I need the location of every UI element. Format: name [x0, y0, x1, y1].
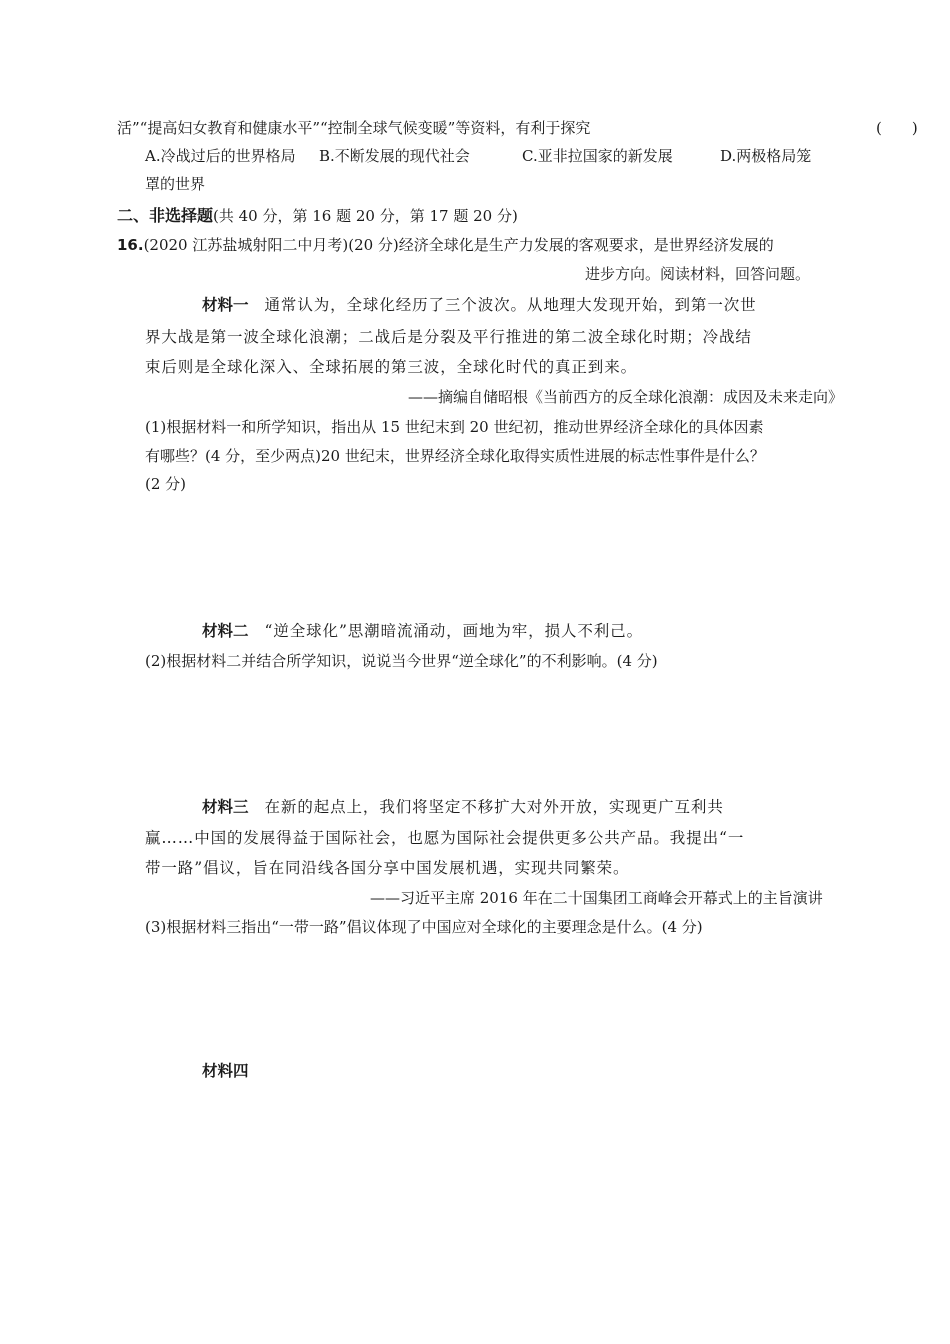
material4-label: 材料四: [202, 1062, 249, 1080]
question-number: 16.: [117, 236, 144, 254]
option-d-continued: 罩的世界: [145, 175, 206, 193]
section-title: 二、非选择题: [117, 206, 214, 225]
material1-label: 材料一: [202, 296, 249, 314]
material3-label: 材料三: [202, 798, 249, 816]
material1-line2: 界大战是第一波全球化浪潮；二战后是分裂及平行推进的第二波全球化时期；冷战结: [145, 328, 752, 346]
material2-text: “逆全球化”思潮暗流涌动，画地为牢，损人不利己。: [264, 622, 643, 640]
sub-question-1-line1: (1)根据材料一和所学知识，指出从 15 世纪末到 20 世纪初，推动世界经济全球化的具体因素: [145, 418, 764, 436]
q16-intro-line1: [117, 234, 774, 255]
sub-question-1-line2: 有哪些？(4 分，至少两点)20 世纪末，世界经济全球化取得实质性进展的标志性事件是什么？: [145, 447, 765, 465]
answer-parentheses: ( ): [876, 119, 918, 137]
material3-source: ——习近平主席 2016 年在二十国集团工商峰会开幕式上的主旨演讲: [370, 889, 823, 907]
sub-question-1-line3: (2 分): [145, 475, 187, 493]
section-note: (共 40 分，第 16 题 20 分，第 17 题 20 分): [213, 207, 518, 225]
material2-label: 材料二: [202, 622, 249, 640]
option-b: B.不断发展的现代社会: [319, 147, 470, 165]
material4-line: [202, 1059, 265, 1081]
material2-line: [202, 619, 643, 641]
option-c: C.亚非拉国家的新发展: [522, 147, 673, 165]
material1-source: ——摘编自储昭根《当前西方的反全球化浪潮：成因及未来走向》: [408, 388, 844, 406]
material3-line3: 带一路”倡议，旨在同沿线各国分享中国发展机遇，实现共同繁荣。: [145, 859, 630, 877]
sub-question-3: (3)根据材料三指出“一带一路”倡议体现了中国应对全球化的主要理念是什么。(4 分): [145, 918, 703, 936]
material1-line1: [202, 293, 757, 315]
material1-line3: 束后则是全球化深入、全球拓展的第三波，全球化时代的真正到来。: [145, 358, 638, 376]
section-heading: [117, 203, 518, 226]
material3-line1: [202, 795, 724, 817]
material1-text: 通常认为，全球化经历了三个波次。从地理大发现开始，到第一次世: [264, 296, 757, 314]
option-a: A.冷战过后的世界格局: [145, 147, 296, 165]
q15-stem-tail: 活”“提高妇女教育和健康水平”“控制全球气候变暖”等资料，有利于探究: [117, 119, 591, 137]
material3-text: 在新的起点上，我们将坚定不移扩大对外开放，实现更广互利共: [264, 798, 724, 816]
option-d: D.两极格局笼: [720, 147, 812, 165]
q16-intro-line2: 进步方向。阅读材料，回答问题。: [585, 265, 811, 283]
sub-question-2: (2)根据材料二并结合所学知识，说说当今世界“逆全球化”的不利影响。(4 分): [145, 652, 658, 670]
material3-line2: 赢……中国的发展得益于国际社会，也愿为国际社会提供更多公共产品。我提出“一: [145, 829, 745, 847]
q16-intro-text: (2020 江苏盐城射阳二中月考)(20 分)经济全球化是生产力发展的客观要求，是世界经济发展的: [143, 236, 774, 254]
